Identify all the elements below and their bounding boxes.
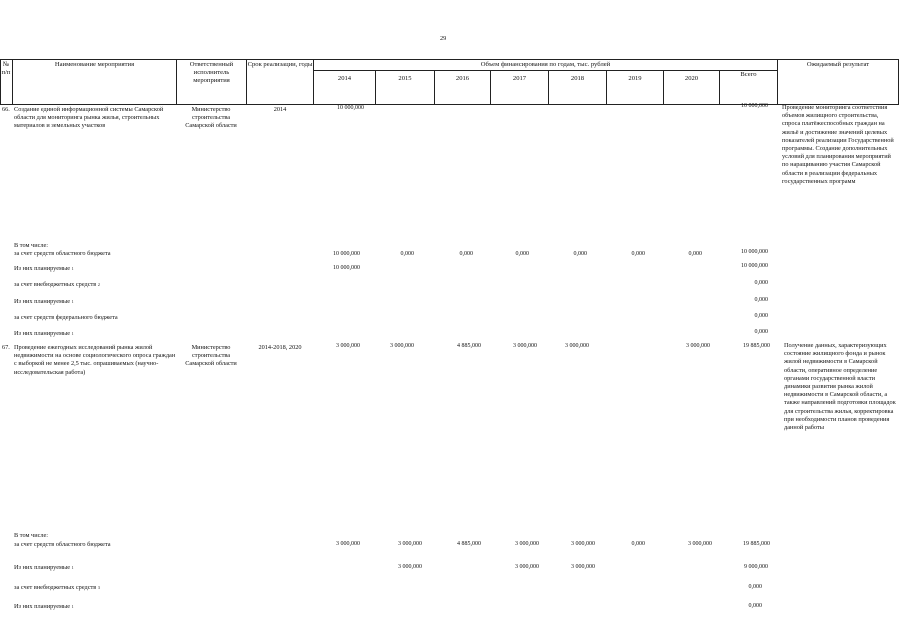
row67-2017: 3 000,000	[513, 343, 537, 349]
row67-2016: 4 885,000	[457, 343, 481, 349]
vline	[898, 59, 899, 105]
row67-extrabudget-total: 0,000	[748, 584, 762, 590]
row66-extrabudget-total: 0,000	[754, 280, 768, 286]
row67-result: Получение данных, характеризующих состояние жилищного фонда и рынок жилой недвижимости в Самарской области, оперативное определение органами государственной власти динамики развития рынка жилой недвижимости в Самарской области, а также направлений подготовки площадок для строительства жилья, корректировка при необходимости планов проведения данной работы	[784, 342, 896, 432]
row66-responsible: Министерство строительства Самарской области	[185, 106, 237, 130]
row66-name: Создание единой информационной системы Самарской области для мониторинга рынка жилья, строительных материалов и земельных участков	[14, 106, 164, 130]
row67-2015: 3 000,000	[390, 343, 414, 349]
row67-planned1-label: Из них планируемые $^1$	[14, 564, 74, 571]
row66-2014: 10 000,000	[337, 105, 364, 111]
row67-reg-2016: 4 885,000	[457, 541, 481, 547]
row66-reg-2014: 10 000,000	[333, 251, 360, 257]
header-funding: Объем финансирования по годам, тыс. рублей	[480, 61, 611, 68]
row66-result: Проведение мониторинга соответствия объемов жилищного строительства, спроса платёжеспособных граждан на жильё и достижение значений целевых показателей реализации Государственной программы. Создание дополнительных условий для планирования мероприятий по наращиванию участия Самарской области в реализации федеральных государственных программ	[782, 104, 894, 185]
row66-planned3-label: Из них планируемые $^1$	[14, 330, 74, 337]
row66-extrabudget-label: за счет внебюджетных средств $^2$	[14, 281, 100, 288]
row66-federal-total: 0,000	[754, 313, 768, 319]
row66-planned3-total: 0,000	[754, 329, 768, 335]
header-responsible: Ответственный исполнитель мероприятия	[189, 61, 234, 85]
header-year-2016: 2016	[455, 75, 470, 82]
row67-reg-total: 19 885,000	[743, 541, 770, 547]
row67-period: 2014-2018, 2020	[258, 344, 302, 351]
row66-incl: В том числе:	[14, 242, 49, 249]
row67-regional-label: за счет средств областного бюджета	[14, 541, 111, 548]
header-period: Срок реализации, годы	[247, 61, 313, 68]
header-year-2020: 2020	[684, 75, 699, 82]
row67-planned1-2017: 3 000,000	[515, 564, 539, 570]
row66-planned1-label: Из них планируемые $^1$	[14, 265, 74, 272]
table-top-border	[0, 59, 899, 60]
row67-planned2-total: 0,000	[748, 603, 762, 609]
row67-incl: В том числе:	[14, 532, 49, 539]
row66-reg-2015: 0,000	[400, 251, 414, 257]
row67-extrabudget-label: за счет внебюджетных средств $^3$	[14, 584, 100, 591]
row67-reg-2019: 0,000	[631, 541, 645, 547]
header-year-2017: 2017	[512, 75, 527, 82]
row67-2020: 3 000,000	[686, 343, 710, 349]
header-number: № п/п	[1, 61, 11, 77]
row67-2018: 3 000,000	[565, 343, 589, 349]
row67-planned2-label: Из них планируемые $^1$	[14, 603, 74, 610]
row66-reg-2016: 0,000	[459, 251, 473, 257]
row67-reg-2014: 3 000,000	[336, 541, 360, 547]
row67-planned1-2015: 3 000,000	[398, 564, 422, 570]
row67-name: Проведение ежегодных исследований рынка жилой недвижимости на основе социологического опроса граждан с выборкой не менее 2,5 тыс. опрашиваемых (научно-исследовательская работа)	[14, 344, 176, 376]
row67-reg-2020: 3 000,000	[688, 541, 712, 547]
row66-reg-total: 10 000,000	[741, 249, 768, 255]
row66-number: 66.	[2, 106, 10, 113]
header-year-2018: 2018	[570, 75, 585, 82]
page-number: 29	[440, 35, 447, 42]
row66-planned2-total: 0,000	[754, 297, 768, 303]
row66-period: 2014	[273, 106, 287, 113]
header-year-2019: 2019	[628, 75, 642, 82]
row66-regional-label: за счет средств областного бюджета	[14, 250, 111, 257]
row67-responsible: Министерство строительства Самарской области	[185, 344, 237, 368]
row66-planned1-2014: 10 000,000	[333, 265, 360, 271]
row67-reg-2015: 3 000,000	[398, 541, 422, 547]
header-name: Наименование мероприятия	[54, 61, 135, 68]
row66-reg-2020: 0,000	[688, 251, 702, 257]
row66-total: 10 000,000	[741, 103, 768, 109]
row67-planned1-2018: 3 000,000	[571, 564, 595, 570]
row67-number: 67.	[2, 344, 10, 351]
header-total: Всего	[740, 71, 757, 78]
header-year-2014: 2014	[337, 75, 352, 82]
row67-2014: 3 000,000	[336, 343, 360, 349]
header-year-2015: 2015	[398, 75, 412, 82]
row66-planned2-label: Из них планируемые $^1$	[14, 298, 74, 305]
row67-reg-2017: 3 000,000	[515, 541, 539, 547]
row66-planned1-total: 10 000,000	[741, 263, 768, 269]
row66-federal-label: за счет средств федерального бюджета	[14, 314, 118, 321]
years-header-border	[313, 70, 777, 71]
row67-total: 19 885,000	[743, 343, 770, 349]
row67-reg-2018: 3 000,000	[571, 541, 595, 547]
row66-reg-2019: 0,000	[631, 251, 645, 257]
row67-planned1-total: 9 000,000	[744, 564, 768, 570]
header-result: Ожидаемый результат	[806, 61, 870, 68]
row66-reg-2017: 0,000	[515, 251, 529, 257]
row66-reg-2018: 0,000	[573, 251, 587, 257]
